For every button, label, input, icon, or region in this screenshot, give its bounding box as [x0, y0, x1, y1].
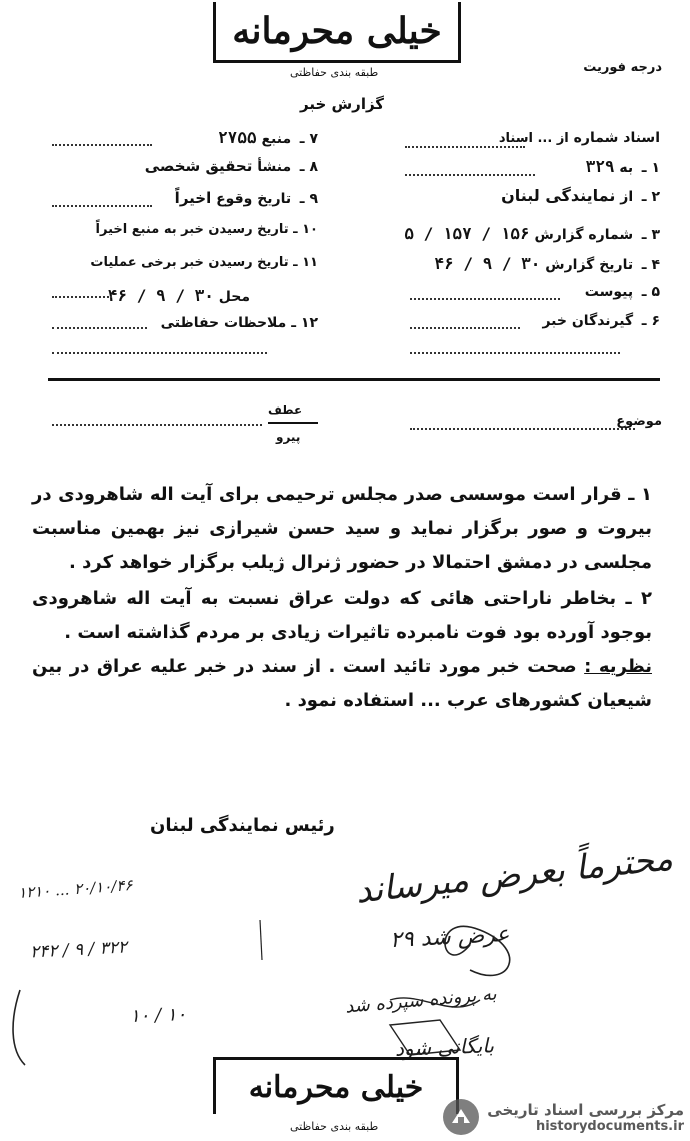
field-report-number [404, 224, 660, 243]
field-value: نمایندگی لبنان [501, 186, 616, 205]
classification-stamp-bottom [213, 1057, 459, 1114]
urgency-label: درجه فوریت [583, 60, 662, 75]
field-attachment [585, 284, 660, 300]
field-occurrence-date [175, 189, 318, 207]
field-value: اخیراً [174, 189, 212, 207]
field-number: ۶ ـ [641, 313, 660, 329]
reference-label: عطف [268, 403, 303, 417]
field-label: منبع [261, 131, 292, 147]
field-label: ملاحظات حفاظتی [160, 315, 287, 331]
report-note [32, 650, 652, 718]
field-security-notes [161, 315, 318, 331]
field-label: گیرندگان خبر [542, 313, 634, 329]
field-number: ۲ ـ [641, 189, 660, 205]
field-label: تاریخ وقوع [216, 191, 292, 207]
field-number: ۸ ـ [299, 159, 318, 175]
classification-stamp-bottom-label: خیلی محرمانه [248, 1069, 424, 1105]
field-label: از [620, 189, 634, 205]
field-news-to-source-date [96, 222, 318, 237]
field-label: به [619, 160, 634, 176]
note-label: نظریه : [584, 656, 652, 677]
field-recipient [586, 157, 660, 176]
field-number: ۱ ـ [641, 160, 660, 176]
field-label: محل [218, 289, 250, 305]
handwritten-note: بایگانی شود [394, 1033, 495, 1061]
field-location [108, 286, 250, 305]
dotted-line [52, 296, 112, 298]
archive-logo-icon [441, 1097, 481, 1137]
watermark-name: مرکز بررسی اسناد تاریخی [487, 1100, 684, 1119]
field-number: ۵ ـ [641, 284, 660, 300]
field-number: ۹ ـ [299, 191, 318, 207]
dotted-line [52, 424, 262, 426]
reference-divider [268, 422, 318, 424]
followup-label: پیرو [276, 430, 301, 444]
field-label: اسناد شماره [573, 130, 660, 146]
subject-label: موضوع [616, 414, 662, 429]
field-number: ۳ ـ [641, 227, 660, 243]
handwritten-note: به پرونده سپرده شد [344, 983, 498, 1018]
report-paragraph-1: ۱ ـ قرار است موسسی صدر مجلس ترحیمی برای آیت اله شاهرودی در بیروت و صور برگزار نماید و سید حسن شیرازی نیز بهمین مناسبت مجلسی در دمشق احتمالا در حضور ژنرال ژیلب برگزار خواهد کرد . [32, 484, 652, 573]
field-number: ۱۲ ـ [291, 315, 318, 331]
handwritten-note: ۲۰/۱۰/۴۶ ... ۱۲۱۰ [17, 876, 134, 902]
field-value: ۳۰ / ۹ / ۴۶ [107, 286, 214, 305]
report-title: گزارش خبر [300, 95, 385, 113]
handwritten-note: ۳۲۲ / ۹ / ۲۴۲ [29, 937, 128, 963]
field-number: ۱۰ ـ [293, 222, 318, 237]
field-number: ۱۱ ـ [293, 255, 318, 270]
field-report-date [434, 254, 660, 273]
dotted-line [405, 174, 535, 176]
field-value: ۲۷۵۵ [218, 128, 257, 147]
field-value: تحقیق شخصی [144, 157, 253, 175]
dotted-line [410, 352, 620, 354]
dotted-line [410, 428, 635, 430]
field-label: تاریخ رسیدن خبر به منبع [131, 222, 289, 237]
classification-stamp-top-label: خیلی محرمانه [232, 10, 442, 52]
dotted-line [52, 352, 267, 354]
field-operations-date [90, 255, 318, 270]
field-value: اخیراً [95, 222, 128, 237]
classification-stamp-top [213, 2, 461, 63]
dotted-line [52, 327, 147, 329]
field-label: پیوست [584, 284, 634, 300]
field-label: منشأ [257, 159, 292, 175]
field-label: شماره گزارش [534, 227, 634, 243]
handwritten-note: عرض شد ۲۹ [389, 921, 511, 954]
field-sender [501, 186, 660, 205]
dotted-line [410, 298, 560, 300]
field-number: ۴ ـ [641, 257, 660, 273]
archive-watermark [441, 1097, 684, 1137]
field-value: از ... اسناد [498, 131, 569, 146]
signature-scribbles [0, 850, 690, 1070]
section-divider [48, 378, 660, 381]
watermark-url: historydocuments.ir [535, 1118, 684, 1134]
report-body [32, 478, 652, 718]
field-value: ۱۵۶ / ۱۵۷ / ۵ [404, 224, 530, 243]
classification-stamp-bottom-subtext: طبقه بندی حفاظتی [290, 1120, 379, 1133]
field-label: تاریخ گزارش [545, 257, 634, 273]
dotted-line [405, 146, 525, 148]
signer-title: رئیس نمایندگی لبنان [150, 815, 335, 836]
dotted-line [52, 205, 152, 207]
field-label: تاریخ رسیدن خبر برخی عملیات [90, 255, 289, 270]
field-value: ۳۲۹ [585, 157, 615, 176]
report-paragraph-2: ۲ ـ بخاطر ناراحتی هائی که دولت عراق نسبت به آیت اله شاهرودی بوجود آورده بود فوت نامبرده تاثیرات زیادی بر مردم گذاشته است . [32, 588, 652, 643]
classification-stamp-top-subtext: طبقه بندی حفاظتی [290, 66, 379, 79]
field-origin [145, 157, 318, 175]
field-recipients [542, 313, 660, 329]
handwritten-note: ۱۰ / ۱۰ [129, 1004, 187, 1027]
handwritten-note: محترماً بعرض میرساند [353, 838, 675, 912]
field-number: ۷ ـ [299, 131, 318, 147]
note-text: صحت خبر مورد تائید است . از سند در خبر علیه عراق در بین شیعیان کشورهای عرب ... استفاده نمود . [32, 656, 652, 711]
dotted-line [52, 144, 152, 146]
field-document-number [499, 130, 660, 146]
field-source [218, 128, 318, 147]
dotted-line [410, 327, 520, 329]
field-value: ۳۰ / ۹ / ۴۶ [434, 254, 541, 273]
